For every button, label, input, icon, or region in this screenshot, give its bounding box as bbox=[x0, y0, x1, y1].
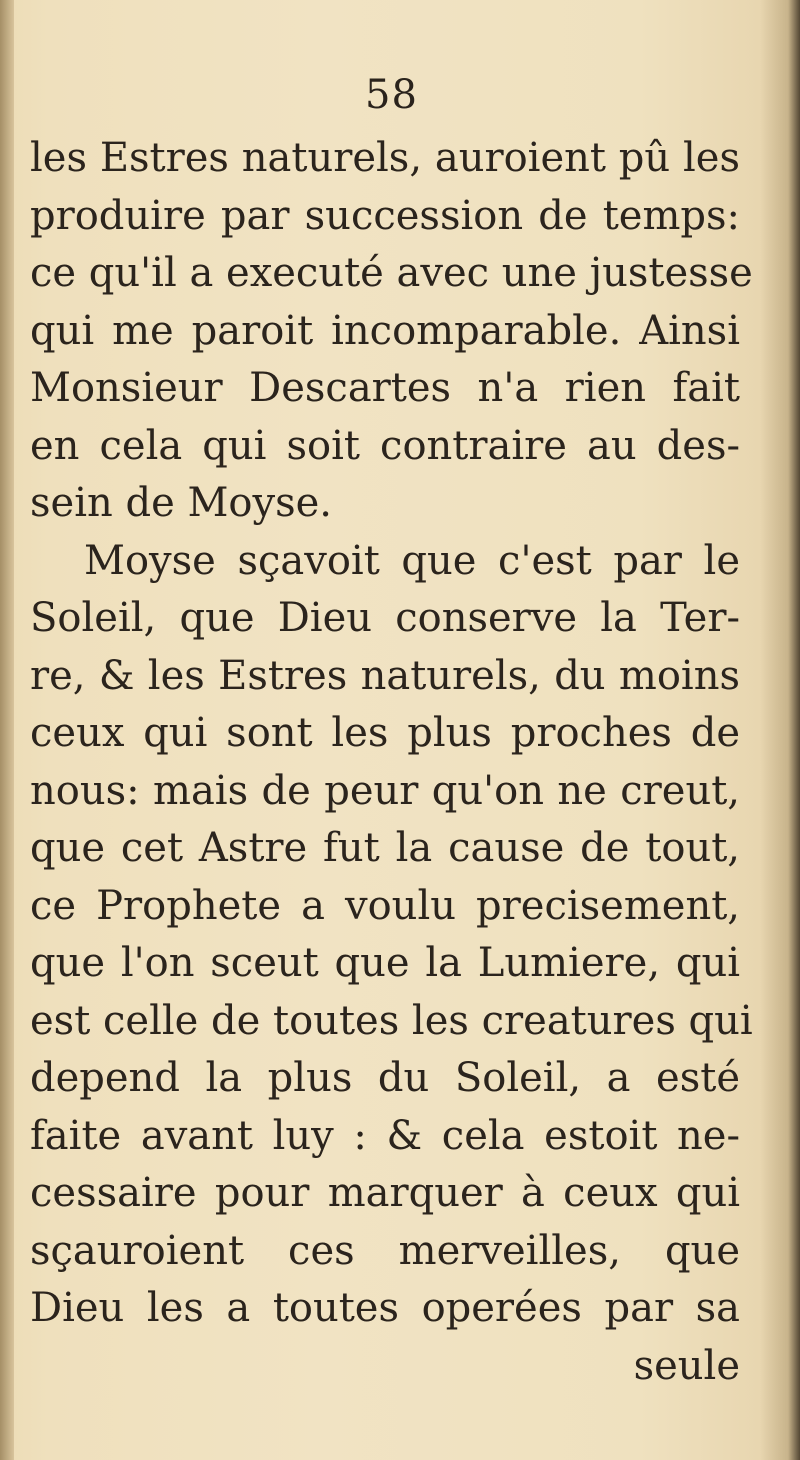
text-line: Monsieur Descartes n'a rien fait bbox=[30, 365, 740, 411]
text-line: que l'on sceut que la Lumiere, qui bbox=[30, 940, 740, 986]
text-line: depend la plus du Soleil, a esté bbox=[30, 1055, 740, 1101]
text-line: re, & les Estres naturels, du moins bbox=[30, 652, 740, 699]
text-line: produire par succession de temps: bbox=[30, 192, 740, 239]
text-line: que cet Astre fut la cause de tout, bbox=[30, 825, 740, 871]
text-line: ce Prophete a voulu precisement, bbox=[30, 882, 740, 929]
text-line: qui me paroit incomparable. Ainsi bbox=[30, 307, 740, 354]
text-line: est celle de toutes les creatures qui bbox=[30, 997, 753, 1044]
text-line: cessaire pour marquer à ceux qui bbox=[30, 1170, 740, 1216]
text-line: nous: mais de peur qu'on ne creut, bbox=[30, 767, 740, 814]
text-line: les Estres naturels, auroient pû les bbox=[30, 135, 740, 181]
text-line: en cela qui soit contraire au des- bbox=[30, 422, 740, 469]
page-number: 58 bbox=[365, 72, 418, 118]
text-line: sçauroient ces merveilles, que bbox=[30, 1227, 740, 1274]
body-text bbox=[30, 130, 753, 1395]
text-line: faite avant luy : & cela estoit ne- bbox=[30, 1112, 740, 1159]
text-line: Moyse sçavoit que c'est par le bbox=[84, 537, 740, 584]
text-line: sein de Moyse. bbox=[30, 480, 333, 526]
text-line: Dieu les a toutes operées par sa bbox=[30, 1285, 740, 1331]
text-line: ce qu'il a executé avec une justesse bbox=[30, 250, 753, 296]
text-line: ceux qui sont les plus proches de bbox=[30, 710, 740, 756]
catchword: seule bbox=[633, 1342, 740, 1389]
text-line: Soleil, que Dieu conserve la Ter- bbox=[30, 595, 740, 641]
